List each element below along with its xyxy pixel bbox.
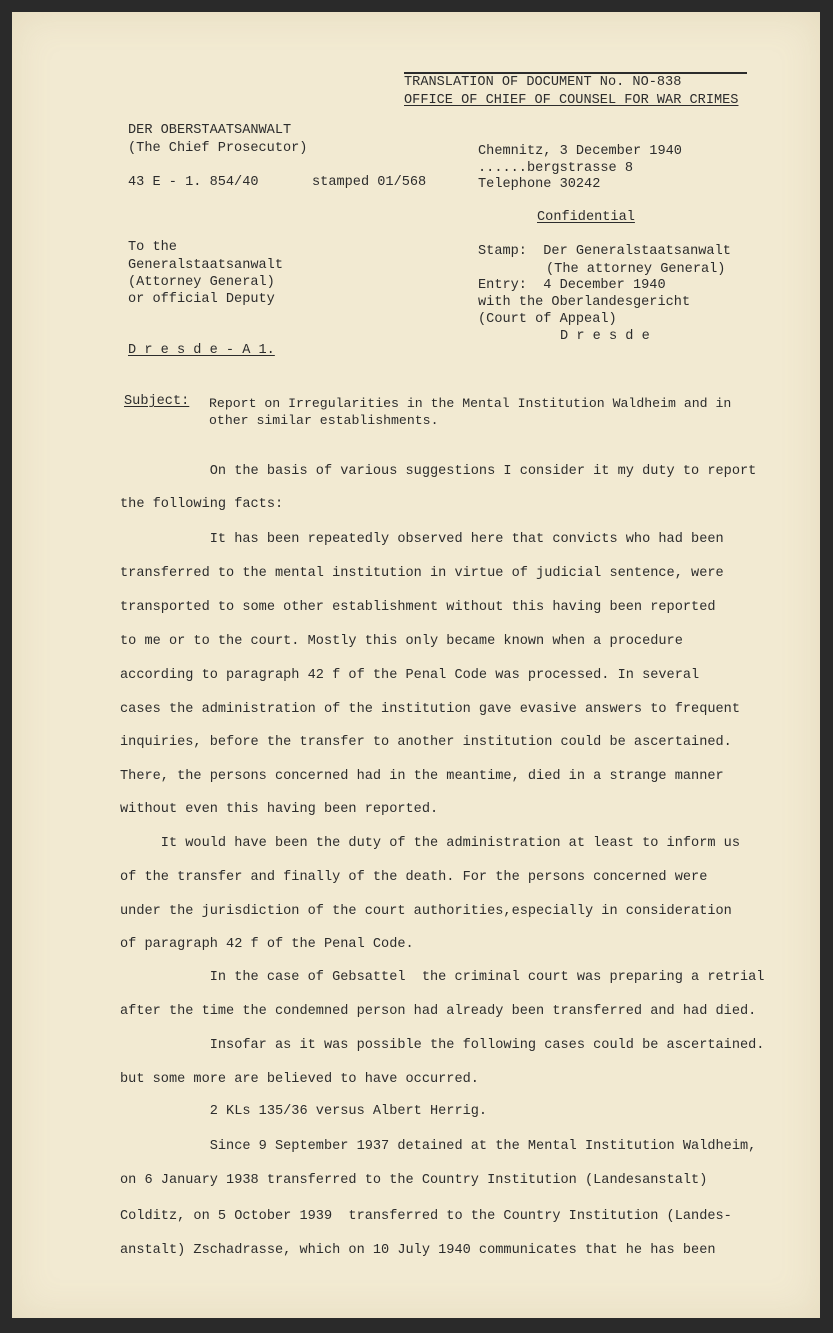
subject-line2: other similar establishments.: [209, 413, 439, 428]
body-line-1: On the basis of various suggestions I consider it my duty to report: [120, 464, 757, 479]
body-line-22: on 6 January 1938 transferred to the Country Institution (Landesanstalt): [120, 1173, 708, 1188]
body-line-2: the following facts:: [120, 497, 284, 512]
body-line-13: of the transfer and finally of the death. For the persons concerned were: [120, 870, 708, 885]
telephone: Telephone 30242: [478, 177, 601, 192]
subject-label: Subject:: [124, 394, 190, 409]
body-line-14: under the jurisdiction of the court authorities,especially in consideration: [120, 904, 732, 919]
body-line-21: Since 9 September 1937 detained at the Mental Institution Waldheim,: [120, 1139, 757, 1154]
recipient-line1: To the: [128, 240, 177, 255]
recipient-line3: (Attorney General): [128, 275, 275, 290]
body-line-16: In the case of Gebsattel the criminal court was preparing a retrial: [120, 970, 765, 985]
classification: Confidential: [537, 210, 635, 225]
body-line-10: There, the persons concerned had in the meantime, died in a strange manner: [120, 769, 724, 784]
body-line-6: to me or to the court. Mostly this only became known when a procedure: [120, 634, 683, 649]
stamp-line6: D r e s d e: [560, 329, 650, 344]
body-line-18: Insofar as it was possible the following cases could be ascertained.: [120, 1038, 765, 1053]
body-line-23: Colditz, on 5 October 1939 transferred to the Country Institution (Landes-: [120, 1209, 732, 1224]
recipient-line2: Generalstaatsanwalt: [128, 258, 283, 273]
reference-number: 43 E - 1. 854/40: [128, 175, 259, 190]
body-line-4: transferred to the mental institution in virtue of judicial sentence, were: [120, 566, 724, 581]
translation-header-line1: TRANSLATION OF DOCUMENT No. NO-838: [404, 75, 682, 90]
body-line-17: after the time the condemned person had already been transferred and had died.: [120, 1004, 757, 1019]
body-line-3: It has been repeatedly observed here that convicts who had been: [120, 532, 724, 547]
body-line-19: but some more are believed to have occurred.: [120, 1072, 479, 1087]
body-line-8: cases the administration of the institution gave evasive answers to frequent: [120, 702, 740, 717]
document-page: [12, 12, 820, 1318]
body-line-11: without even this having been reported.: [120, 802, 439, 817]
recipient-city: D r e s d e - A 1.: [128, 343, 275, 358]
stamp-line5: (Court of Appeal): [478, 312, 617, 327]
body-line-9: inquiries, before the transfer to another institution could be ascertained.: [120, 735, 732, 750]
body-line-12: It would have been the duty of the administration at least to inform us: [120, 836, 740, 851]
recipient-line4: or official Deputy: [128, 292, 275, 307]
body-line-20: 2 KLs 135/36 versus Albert Herrig.: [120, 1104, 488, 1119]
stamp-line3: Entry: 4 December 1940: [478, 278, 666, 293]
body-line-15: of paragraph 42 f of the Penal Code.: [120, 937, 414, 952]
translation-header-line2: OFFICE OF CHIEF OF COUNSEL FOR WAR CRIMES: [404, 93, 739, 108]
sender-title: DER OBERSTAATSANWALT: [128, 123, 292, 138]
stamp-line4: with the Oberlandesgericht: [478, 295, 691, 310]
stamp-line1: Stamp: Der Generalstaatsanwalt: [478, 244, 731, 259]
body-line-7: according to paragraph 42 f of the Penal Code was processed. In several: [120, 668, 700, 683]
street-address: ......bergstrasse 8: [478, 161, 633, 176]
stamp-line2: (The attorney General): [546, 262, 726, 277]
body-line-5: transported to some other establishment without this having been reported: [120, 600, 716, 615]
stamped-number: stamped 01/568: [312, 175, 427, 190]
sender-title-translation: (The Chief Prosecutor): [128, 141, 308, 156]
subject-line1: Report on Irregularities in the Mental Institution Waldheim and in: [209, 396, 732, 411]
city-date: Chemnitz, 3 December 1940: [478, 144, 682, 159]
body-line-24: anstalt) Zschadrasse, which on 10 July 1940 communicates that he has been: [120, 1243, 716, 1258]
